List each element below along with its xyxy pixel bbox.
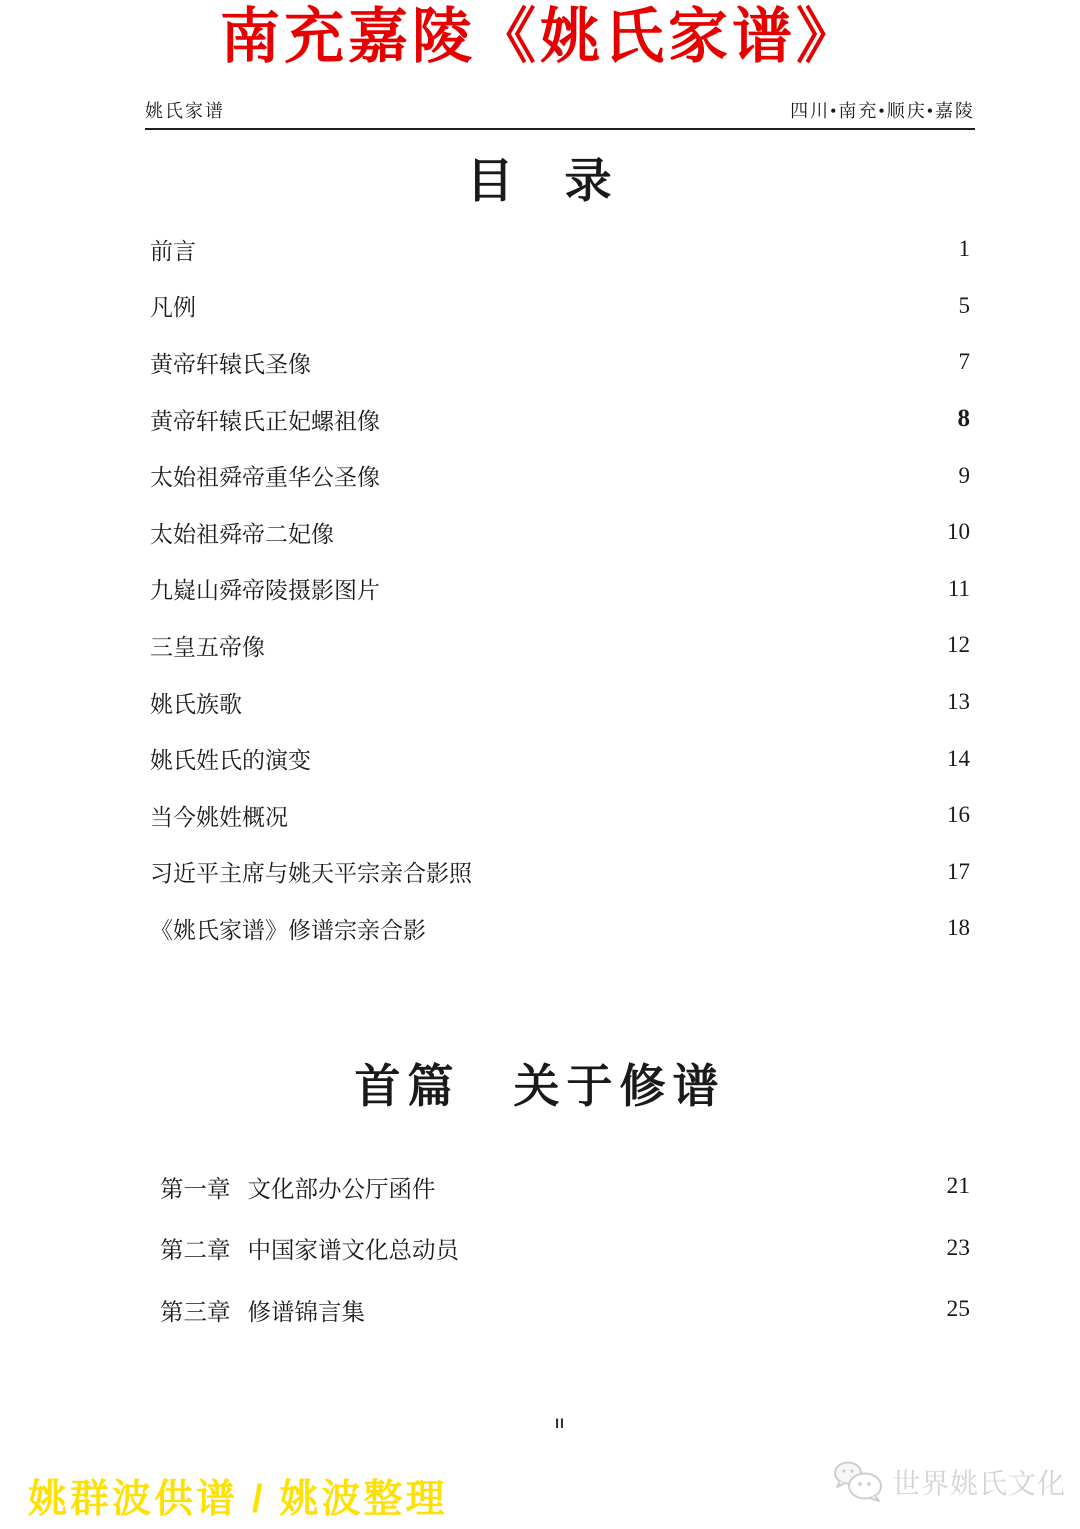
chapter-row — [160, 1156, 970, 1218]
toc-entry-label: 姚氏族歌 — [150, 691, 242, 717]
watermark-label: 世界姚氏文化 — [891, 1469, 1066, 1500]
toc-entry-page: 17 — [947, 858, 970, 884]
toc-entry-label: 黄帝轩辕氏圣像 — [150, 351, 311, 377]
toc-row — [150, 391, 970, 448]
toc-entry-label: 习近平主席与姚天平宗亲合影照 — [150, 861, 472, 887]
toc-row — [150, 900, 970, 957]
chapter-number: 第二章 — [160, 1238, 231, 1265]
toc-entry-label: 九嶷山舜帝陵摄影图片 — [150, 578, 380, 604]
toc-list — [150, 221, 970, 957]
folio-page-number: II — [555, 1415, 565, 1431]
toc-row — [150, 787, 970, 844]
toc-row — [150, 447, 970, 504]
toc-entry-label: 三皇五帝像 — [150, 634, 265, 660]
toc-row — [150, 221, 970, 278]
toc-entry-page: 7 — [958, 349, 970, 375]
toc-row — [150, 504, 970, 561]
running-header — [145, 97, 975, 130]
chapter-list — [160, 1156, 970, 1341]
chapter-number: 第一章 — [160, 1176, 231, 1203]
toc-entry-page: 1 — [958, 236, 970, 262]
toc-entry-label: 前言 — [150, 238, 196, 264]
toc-row — [150, 278, 970, 335]
toc-entry-page: 9 — [958, 462, 970, 488]
toc-row — [150, 730, 970, 787]
toc-entry-page: 5 — [958, 292, 970, 318]
toc-entry-label: 凡例 — [150, 295, 196, 321]
chapter-page: 21 — [946, 1173, 970, 1200]
toc-entry-page: 10 — [947, 519, 970, 545]
credit-line: 姚群波供谱 / 姚波整理 — [28, 1478, 448, 1521]
section-heading: 首篇 关于修谱 — [354, 1061, 726, 1112]
toc-entry-label: 当今姚姓概况 — [150, 804, 288, 830]
chapter-page: 25 — [946, 1296, 970, 1323]
toc-entry-label: 太始祖舜帝重华公圣像 — [150, 465, 380, 491]
header-right-label: 四川•南充•顺庆•嘉陵 — [790, 101, 975, 121]
chapter-page: 23 — [946, 1234, 970, 1261]
toc-row — [150, 617, 970, 674]
page-title: 南充嘉陵《姚氏家谱》 — [220, 3, 860, 70]
toc-entry-label: 太始祖舜帝二妃像 — [150, 521, 334, 547]
toc-entry-page: 18 — [947, 915, 970, 941]
chapter-row — [160, 1279, 970, 1341]
chapter-title: 文化部办公厅函件 — [247, 1176, 436, 1203]
toc-entry-page: 8 — [957, 405, 970, 433]
toc-row — [150, 844, 970, 901]
toc-entry-label: 姚氏姓氏的演变 — [150, 748, 311, 774]
toc-entry-page: 14 — [947, 745, 970, 771]
toc-heading: 目 录 — [466, 156, 614, 208]
toc-entry-label: 《姚氏家谱》修谱宗亲合影 — [150, 917, 426, 943]
toc-entry-page: 13 — [947, 689, 970, 715]
toc-entry-page: 16 — [947, 802, 970, 828]
toc-entry-label: 黄帝轩辕氏正妃螺祖像 — [150, 408, 380, 434]
toc-row — [150, 561, 970, 618]
wechat-bubbles-icon — [833, 1460, 885, 1504]
chapter-number: 第三章 — [160, 1299, 231, 1326]
header-left-label: 姚氏家谱 — [145, 101, 225, 121]
watermark — [833, 1460, 1066, 1504]
toc-entry-page: 11 — [947, 575, 970, 601]
chapter-title: 修谱锦言集 — [247, 1299, 365, 1326]
toc-row — [150, 334, 970, 391]
chapter-title: 中国家谱文化总动员 — [247, 1238, 459, 1265]
toc-row — [150, 674, 970, 731]
chapter-row — [160, 1218, 970, 1280]
toc-entry-page: 12 — [947, 632, 970, 658]
